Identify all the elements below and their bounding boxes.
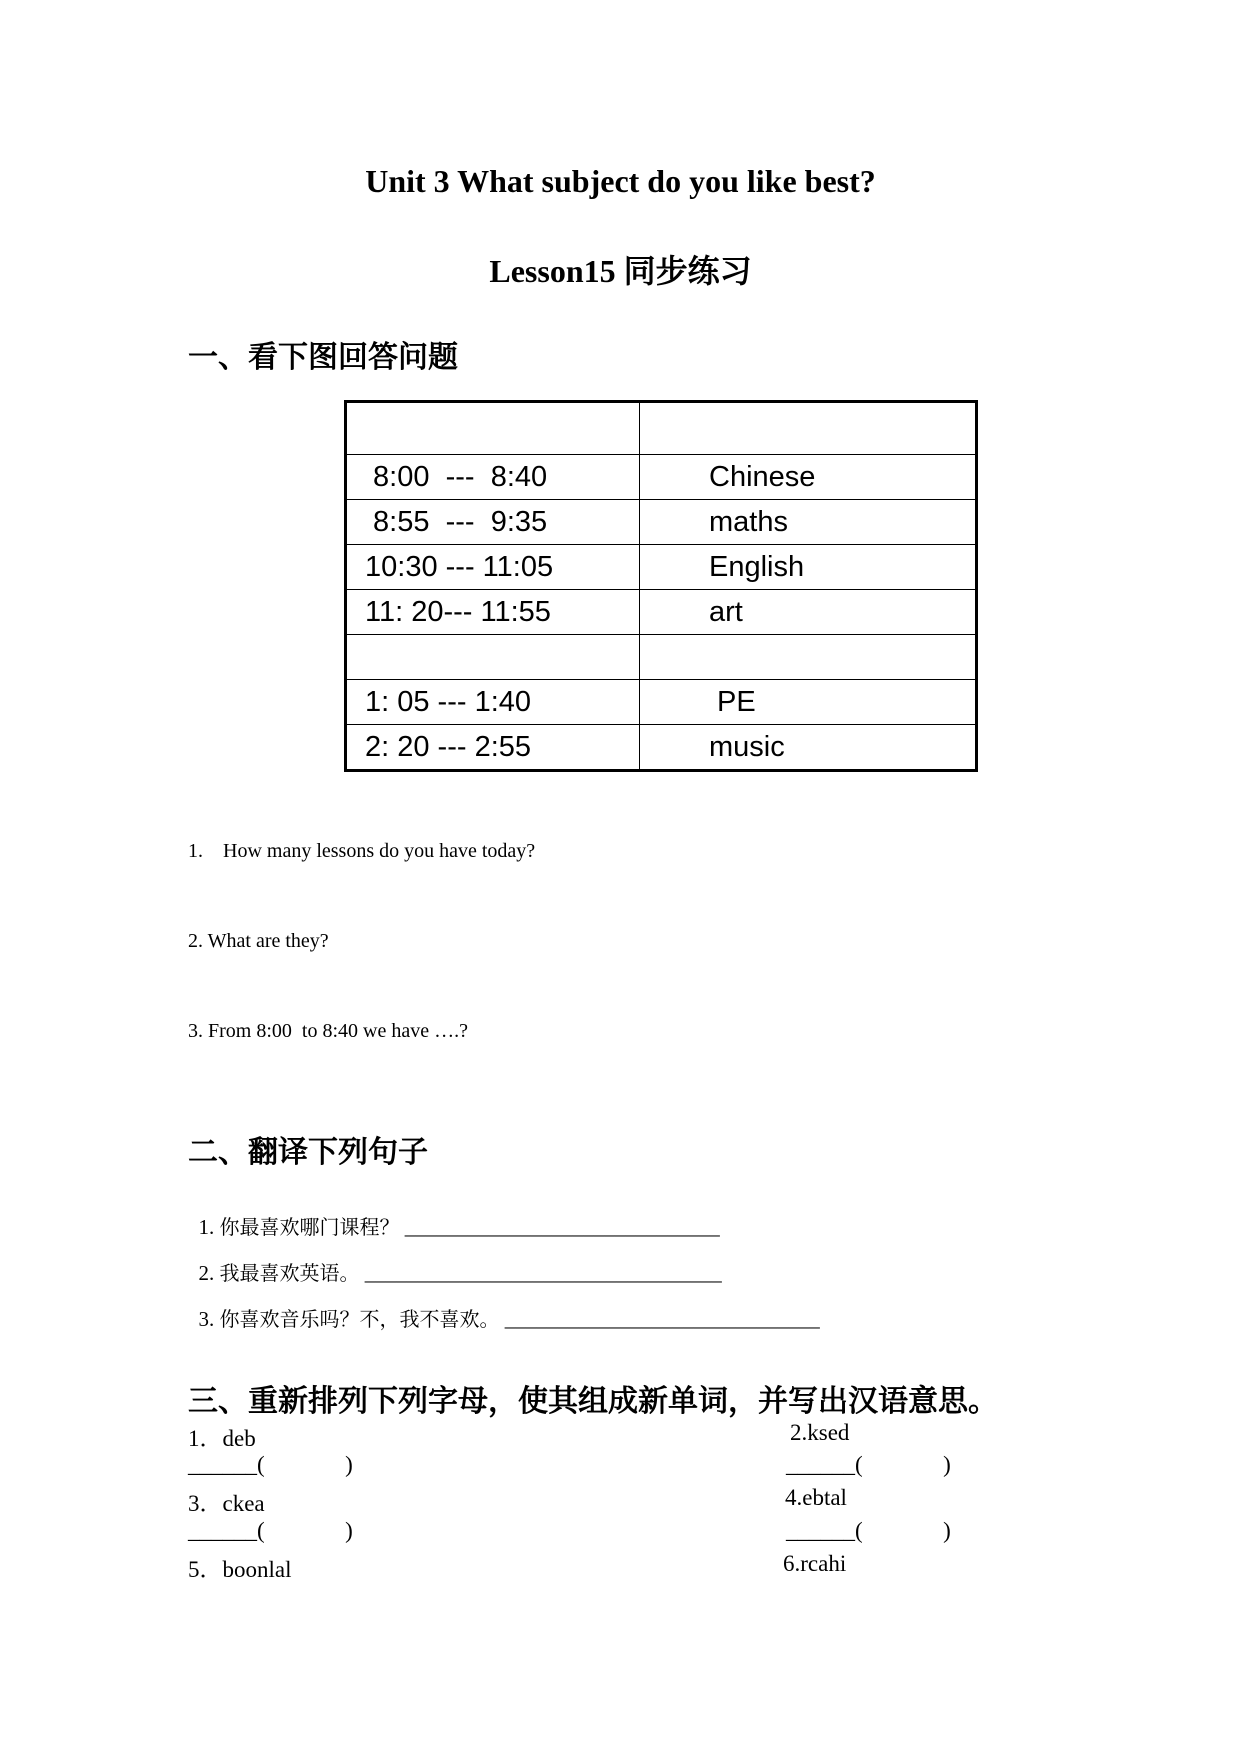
item-sentence: 你最喜欢哪门课程？ <box>219 1215 400 1239</box>
time-cell <box>346 635 640 680</box>
time-cell <box>346 402 640 455</box>
answer-blank[interactable]: ______________________________ <box>499 1307 820 1331</box>
section3-heading: 三、重新排列下列字母，使其组成新单词，并写出汉语意思。 <box>188 1384 998 1419</box>
item-number: 2. <box>198 1261 220 1285</box>
schedule-row <box>346 455 977 500</box>
subject-cell <box>640 635 977 680</box>
answer-blank[interactable]: ______________________________ <box>399 1215 720 1239</box>
item-number: 3. <box>198 1307 220 1331</box>
question-3: 3. From 8:00 to 8:40 we have ….? <box>188 1020 468 1042</box>
subject-cell: maths <box>640 500 977 545</box>
word-4: 4.ebtal <box>785 1485 847 1510</box>
answer-blank[interactable]: __________________________________ <box>359 1261 722 1285</box>
subject-cell: PE <box>640 680 977 725</box>
subject-cell: music <box>640 725 977 771</box>
word-2: 2.ksed <box>790 1420 850 1445</box>
time-cell: 2: 20 --- 2:55 <box>346 725 640 771</box>
schedule-row <box>346 500 977 545</box>
word-1: 1．deb <box>188 1426 256 1451</box>
section2-heading: 二、翻译下列句子 <box>188 1135 428 1170</box>
section1-heading: 一、看下图回答问题 <box>188 340 458 375</box>
page-subtitle <box>0 246 1241 292</box>
answer-line-2[interactable]: ______( ) <box>786 1452 951 1477</box>
item-sentence: 你喜欢音乐吗？不，我不喜欢。 <box>219 1307 500 1331</box>
subject-cell: English <box>640 545 977 590</box>
schedule-row <box>346 680 977 725</box>
time-cell: 8:55 --- 9:35 <box>346 500 640 545</box>
subtitle-practice: 同步练习 <box>623 252 752 290</box>
question-1: 1. How many lessons do you have today? <box>188 840 536 862</box>
schedule-row <box>346 402 977 455</box>
subject-cell: Chinese <box>640 455 977 500</box>
word-5: 5．boonlal <box>188 1557 292 1582</box>
answer-line-1[interactable]: ______( ) <box>188 1452 353 1477</box>
time-cell: 11: 20--- 11:55 <box>346 590 640 635</box>
schedule-row <box>346 725 977 771</box>
answer-line-3[interactable]: ______( ) <box>188 1518 353 1543</box>
subtitle-lesson: Lesson15 <box>489 253 624 289</box>
schedule-row <box>346 545 977 590</box>
word-3: 3．ckea <box>188 1491 265 1516</box>
item-sentence: 我最喜欢英语。 <box>219 1261 360 1285</box>
time-cell: 1: 05 --- 1:40 <box>346 680 640 725</box>
subject-cell: art <box>640 590 977 635</box>
schedule-row <box>346 590 977 635</box>
time-cell: 10:30 --- 11:05 <box>346 545 640 590</box>
schedule-table <box>344 400 978 772</box>
subject-cell <box>640 402 977 455</box>
item-number: 1. <box>198 1215 220 1239</box>
question-2: 2. What are they? <box>188 930 329 952</box>
answer-line-4[interactable]: ______( ) <box>786 1518 951 1543</box>
translate-item-3 <box>188 1278 820 1332</box>
page-title: Unit 3 What subject do you like best? <box>365 163 876 199</box>
time-cell: 8:00 --- 8:40 <box>346 455 640 500</box>
word-6: 6.rcahi <box>783 1551 847 1576</box>
schedule-row <box>346 635 977 680</box>
